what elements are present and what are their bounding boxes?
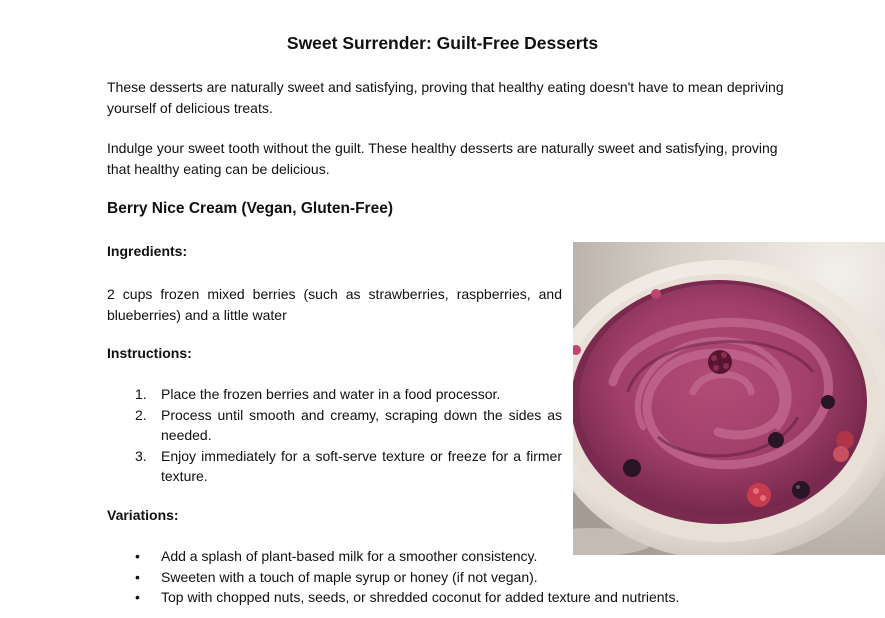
variation-text: Top with chopped nuts, seeds, or shredded coconut for added texture and nutrients. — [161, 589, 680, 605]
bullet-icon: • — [135, 589, 140, 605]
variations-list — [107, 546, 807, 608]
step-text: Enjoy immediately for a soft-serve texture or freeze for a firmer texture. — [161, 447, 562, 484]
list-item — [107, 567, 807, 588]
ingredients-label: Ingredients: — [107, 243, 188, 259]
list-item — [107, 446, 562, 487]
page-title: Sweet Surrender: Guilt-Free Desserts — [286, 33, 599, 53]
step-number: 1. — [135, 386, 147, 402]
step-number: 2. — [135, 406, 147, 423]
recipe-heading: Berry Nice Cream (Vegan, Gluten-Free) — [107, 200, 393, 217]
list-item — [107, 384, 562, 405]
intro-paragraph-2: Indulge your sweet tooth without the guilt. These healthy desserts are naturally sweet and satisfying, proving that healthy eating can be delicious. — [107, 140, 778, 177]
instructions-list — [107, 384, 562, 487]
intro-paragraph-1: These desserts are naturally sweet and satisfying, proving that healthy eating doesn't have to mean depriving yourself of delicious treats. — [107, 79, 784, 116]
variation-text: Sweeten with a touch of maple syrup or honey (if not vegan). — [161, 568, 538, 585]
nice-cream-photo — [573, 242, 885, 555]
list-item — [107, 405, 562, 446]
step-number: 3. — [135, 447, 147, 464]
ingredients-text: 2 cups frozen mixed berries (such as strawberries, raspberries, and blueberries) and a little water — [107, 286, 562, 323]
step-text: Process until smooth and creamy, scraping down the sides as needed. — [161, 406, 562, 443]
variation-text: Add a splash of plant-based milk for a smoother consistency. — [161, 548, 538, 564]
bullet-icon: • — [135, 548, 140, 564]
bullet-icon: • — [135, 568, 140, 585]
berry-nice-cream-bowl-image — [573, 242, 885, 555]
step-text: Place the frozen berries and water in a food processor. — [161, 386, 501, 402]
instructions-label: Instructions: — [107, 345, 192, 361]
variations-label: Variations: — [107, 507, 179, 523]
list-item — [107, 587, 807, 608]
